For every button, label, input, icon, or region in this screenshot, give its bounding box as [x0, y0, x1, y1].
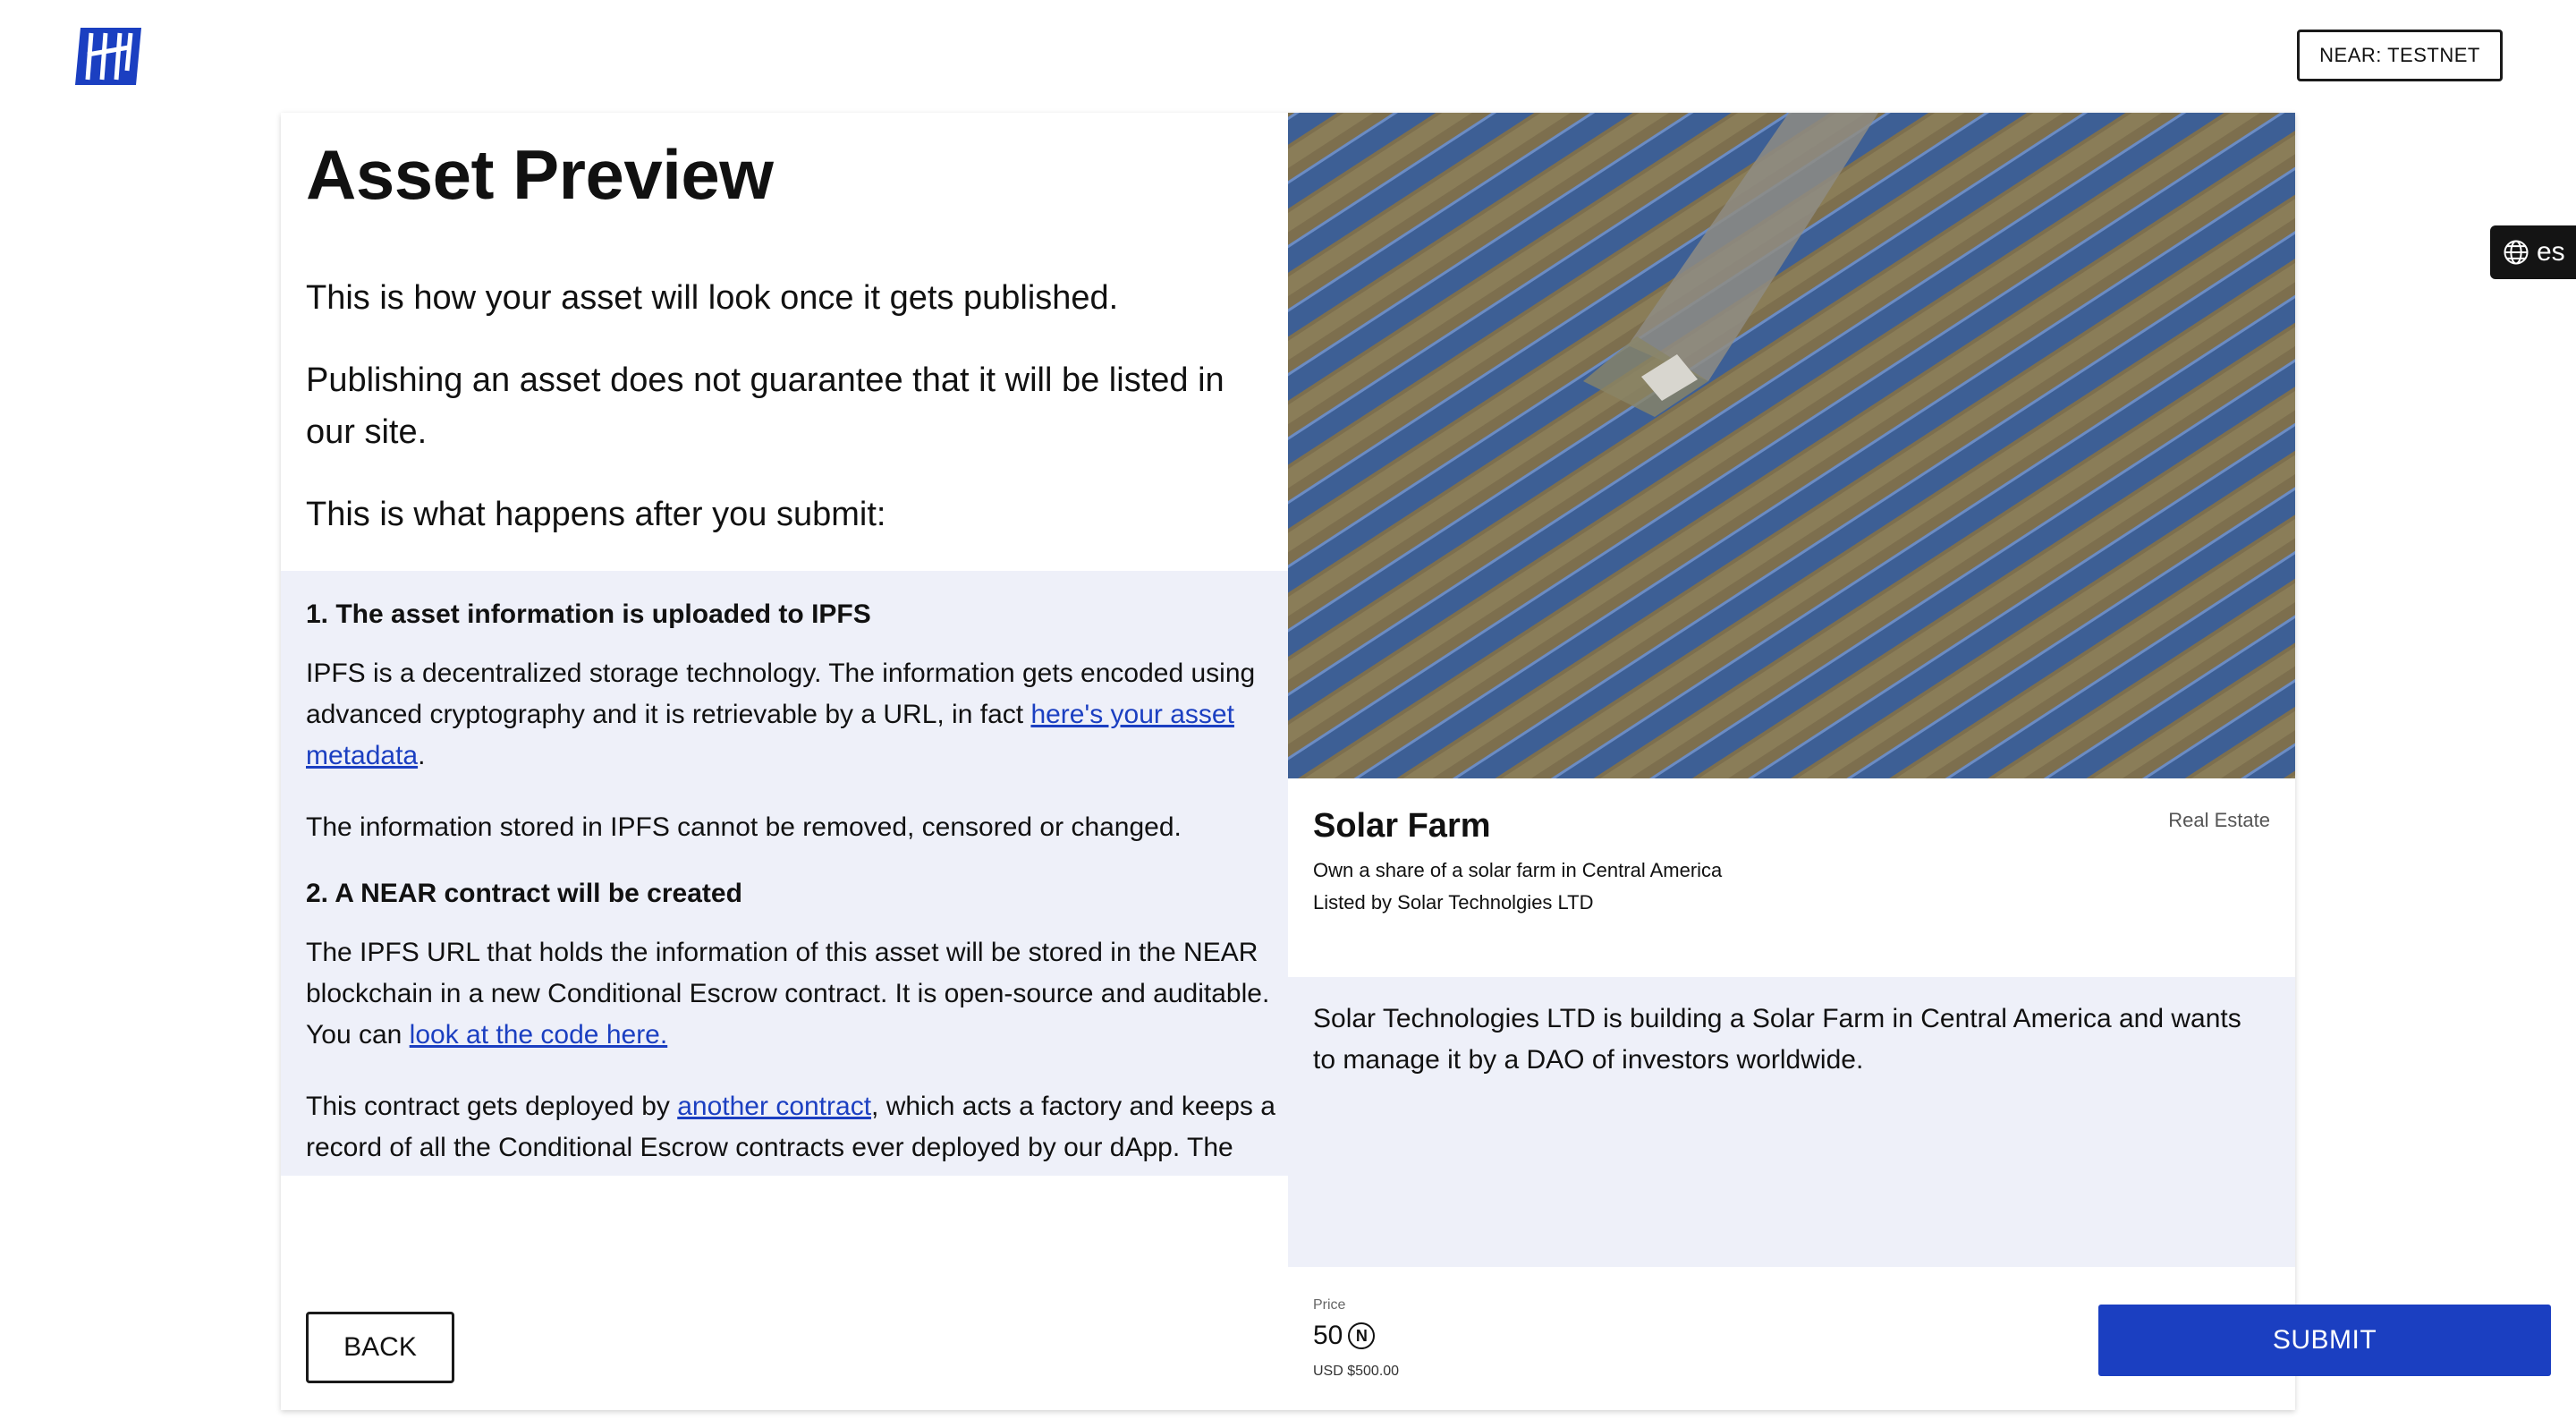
step-1-text-b: .	[418, 741, 426, 770]
intro-paragraph-3: This is what happens after you submit:	[306, 496, 886, 533]
language-selector[interactable]	[2490, 225, 2576, 279]
price-amount: 50	[1313, 1321, 1343, 1350]
intro-paragraph-1: This is how your asset will look once it gets published.	[306, 279, 1119, 317]
step-3-text	[306, 1086, 1281, 1169]
intro-text	[306, 272, 1254, 571]
steps-content	[306, 592, 1281, 1199]
preview-column	[1288, 113, 2377, 1410]
asset-preview-card	[281, 113, 2377, 1410]
submit-button[interactable]: SUBMIT	[2098, 1305, 2551, 1376]
step-1-text	[306, 653, 1281, 777]
step-2-title: 2. A NEAR contract will be created	[306, 879, 742, 908]
asset-description: Solar Technologies LTD is building a Solar Farm in Central America and wants to manage it by a DAO of investors worldwide.	[1313, 1004, 2241, 1075]
step-1-text-a: IPFS is a decentralized storage technology. The information gets encoded using advanced cryptography and it is retrievable by a URL, in fact	[306, 659, 1256, 729]
asset-metadata-link[interactable]: here's your asset metadata	[306, 700, 1234, 770]
asset-listed-by: Listed by Solar Technolgies LTD	[1313, 891, 1594, 914]
contract-code-link[interactable]: look at the code here.	[409, 1020, 668, 1050]
price-usd: USD $500.00	[1313, 1364, 1400, 1379]
brand-logo[interactable]	[75, 28, 141, 85]
step-3-text-a: This contract gets deployed by	[306, 1092, 678, 1121]
asset-description-panel	[1288, 977, 2295, 1267]
globe-icon	[2503, 239, 2529, 266]
step-1-text-2: The information stored in IPFS cannot be removed, censored or changed.	[306, 812, 1182, 842]
asset-category: Real Estate	[2168, 809, 2270, 831]
factory-contract-link[interactable]: another contract	[677, 1092, 872, 1121]
solar-farm-image	[1288, 113, 2295, 778]
asset-name: Solar Farm	[1313, 807, 1491, 845]
price-value	[1313, 1321, 1375, 1351]
network-button[interactable]: NEAR: TESTNET	[2297, 30, 2503, 81]
steps-panel-cutoff	[281, 1176, 1288, 1292]
step-3-text-b: , which acts a factory and keeps a record of all the Conditional Escrow contracts ever deployed by our dApp. The	[306, 1092, 1275, 1162]
step-2-text-a: The IPFS URL that holds the information of this asset will be stored in the NEAR blockchain in a new Conditional Escrow contract. It is open-source and auditable. You can	[306, 938, 1270, 1050]
info-column	[281, 113, 1288, 1410]
price-label: Price	[1313, 1297, 1346, 1313]
near-token-icon: N	[1348, 1322, 1375, 1349]
intro-paragraph-2: Publishing an asset does not guarantee that it will be listed in our site.	[306, 361, 1224, 451]
step-2-text	[306, 932, 1281, 1056]
page-title: Asset Preview	[306, 135, 774, 214]
language-label: es	[2537, 237, 2565, 267]
back-button[interactable]: BACK	[306, 1312, 454, 1383]
step-1-title: 1. The asset information is uploaded to IPFS	[306, 599, 871, 629]
asset-subtitle: Own a share of a solar farm in Central America	[1313, 859, 1723, 881]
